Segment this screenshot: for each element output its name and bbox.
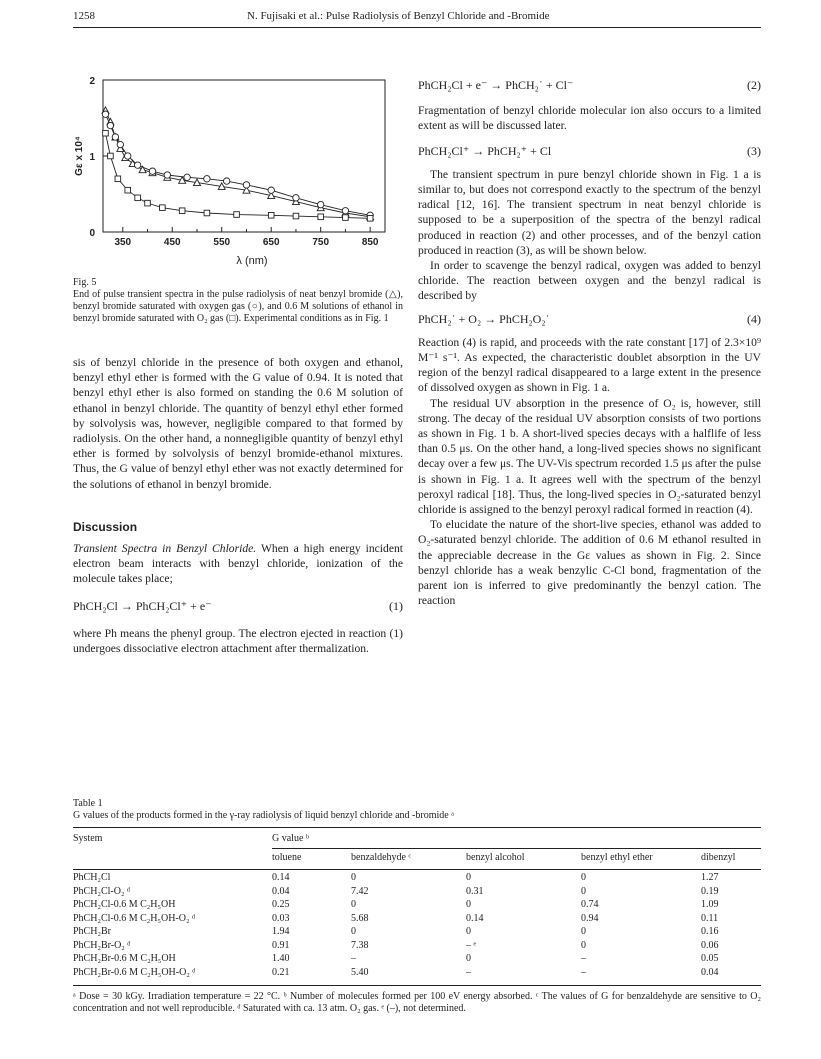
value-cell: 7.38 [351,939,369,951]
square-point [204,210,210,216]
value-cell: 0.05 [701,953,719,964]
table-row [73,940,761,954]
value-cell: 0.16 [701,926,719,937]
column-header: toluene [272,852,302,863]
circle-point [149,168,155,174]
right-paragraph-6: To elucidate the nature of the short-live species, ethanol was added to O₂-saturated benzyl chloride. The addition of 0.6 M ethanol resulted in the appreciable decrease in the Gε values as shown in Fig. 2. Since benzyl chloride has a weak benzylic C-Cl bond, fragmentation of the parent ion is inferred to give predominantly the benzyl cation. The reaction [418,518,761,608]
table-row [73,926,761,940]
x-tick-label: 350 [114,237,132,248]
left-paragraph-1: sis of benzyl chloride in the presence of both oxygen and ethanol, benzyl ethyl ether is formed with the G value of 0.94. It is noted that benzyl ethyl ether is also formed on standing the 0.6 M solution of ethanol in benzyl chloride. The quantity of benzyl ethyl ether formed by solvolysis was, however, negligible compared to that formed by radiolysis. On the other hand, a nonnegligible quantity of benzyl ethyl ether is formed by solvolysis of benzyl bromide-ethanol mixtures. Thus, the G value of benzyl ethyl ether was not exactly determined for the solutions of ethanol in benzyl bromide. [73,356,403,491]
value-cell: 0.11 [701,912,719,924]
value-cell: 1.40 [272,953,290,964]
left-paragraph-2: When a high energy incident electron beam interacts with benzyl chloride, ionization of the molecule takes place; [73,542,403,586]
right-paragraph-1: Fragmentation of benzyl chloride molecular ion also occurs to a limited extent as will be discussed later. [418,104,761,133]
column-header: dibenzyl [701,852,736,863]
equation-1 [73,599,403,614]
equation-4-text: PhCH₂˙ + O₂ → PhCH₂O₂˙ [418,311,550,326]
equation-4 [418,312,761,327]
chart-svg [73,72,403,272]
table-body [73,852,761,980]
value-cell: 0 [581,885,586,897]
value-cell: 0.03 [272,912,290,924]
value-cell: – [351,953,356,964]
y-tick-label: 0 [89,228,95,239]
square-point [293,213,299,219]
square-point [179,208,185,214]
right-paragraph-5: The residual UV absorption in the presence of O₂ is, however, still strong. The decay of the residual UV absorption consists of two portions as shown in Fig. 1 b. A short-lived species decays with a halflife of less than 0.5 μs. On the other hand, a long-lived species shows no significant decay over a few μs. The UV-Vis spectrum recorded 1.5 μs after the pulse is shown in Fig. 1 a. It agrees well with the spectrum of the benzyl peroxyl radical [18]. Thus, the long-lived species in O₂-saturated benzyl chloride is assigned to the benzyl peroxyl radical formed in reaction (4). [418,396,761,517]
right-paragraph-2: The transient spectrum in pure benzyl chloride shown in Fig. 1 a is similar to, but does not correspond exactly to the spectrum of the benzyl radical [12, 16]. The transient spectrum in neat benzyl chloride is supposed to be a superposition of the spectra of the benzyl radical produced in reaction (2) and other processes, and of the benzyl cation produced in reaction (3), as will be shown below. [418,167,761,257]
equation-1-number: (1) [389,598,403,613]
system-cell: PhCH₂Br-O₂ ᵈ [73,939,131,951]
value-cell: 0.74 [581,899,599,910]
value-cell: 5.68 [351,912,369,924]
equation-2-text: PhCH₂Cl + e⁻ → PhCH₂˙ + Cl⁻ [418,78,574,92]
value-cell: 0 [581,939,586,951]
value-cell: – ᵉ [466,939,477,951]
circle-point [184,174,190,180]
equation-3-text: PhCH₂Cl⁺ → PhCH₂⁺ + Cl [418,143,552,158]
square-point [160,205,166,211]
table-title: G values of the products formed in the γ-ray radiolysis of liquid benzyl chloride and -bromide ᵃ [73,810,454,821]
table-row [73,886,761,900]
square-point [108,153,114,159]
square-point [234,212,240,218]
circle-point [117,141,123,147]
running-title: N. Fujisaki et al.: Pulse Radiolysis of Benzyl Chloride and -Bromide [247,10,550,22]
circle-point [204,176,210,182]
value-cell: 0.06 [701,939,719,951]
column-header: benzyl ethyl ether [581,852,653,863]
equation-2 [418,78,761,93]
value-cell: – [466,966,471,978]
value-cell: 5.40 [351,966,369,978]
x-tick-label: 550 [213,237,231,248]
table-row [73,872,761,886]
circle-point [243,182,249,188]
value-cell: 0 [466,899,471,910]
table-gvalue-header: G value ᵇ [272,833,309,844]
right-column [418,78,761,609]
table-row [73,953,761,967]
system-cell: PhCH₂Cl [73,872,111,883]
page-number: 1258 [73,10,95,22]
value-cell: – [581,966,586,978]
value-cell: 0.14 [466,912,484,924]
circle-point [223,178,229,184]
value-cell: 0 [581,926,586,937]
table-header-rule [73,869,761,870]
value-cell: 0 [466,953,471,964]
value-cell: 1.09 [701,899,719,910]
value-cell: 0.25 [272,899,290,910]
figure-5-chart [73,72,403,272]
system-cell: PhCH₂Cl-O₂ ᵈ [73,885,131,897]
x-tick-label: 450 [163,237,181,248]
square-point [145,200,151,206]
equation-1-text: PhCH₂Cl → PhCH₂Cl⁺ + e⁻ [73,598,212,613]
table-row [73,913,761,927]
table-group-rule [272,848,761,849]
value-cell: 0 [351,926,356,937]
value-cell: 0.04 [272,885,290,897]
value-cell: 0 [351,899,356,910]
header-rule [73,27,761,28]
circle-point [107,122,113,128]
circle-point [112,134,118,140]
table-system-header: System [73,833,103,844]
value-cell: 0.31 [466,885,484,897]
square-point [268,212,274,218]
square-point [125,187,131,193]
table-row [73,899,761,913]
y-axis-label: Gε x 10⁴ [74,136,85,176]
square-point [343,215,349,221]
square-point [115,176,121,182]
circle-point [125,153,131,159]
section-subheading: Transient Spectra in Benzyl Chloride. [73,542,257,556]
equation-3 [418,144,761,159]
square-point [103,130,109,136]
x-axis-label: λ (nm) [236,255,268,267]
column-header: benzyl alcohol [466,852,525,863]
equation-2-number: (2) [747,78,761,92]
g-value-table [73,852,761,980]
column-header: benzaldehyde ᶜ [351,852,412,863]
table-footnote: ᵃ Dose = 30 kGy. Irradiation temperature = 22 °C. ᵇ Number of molecules formed per 100 eV energy absorbed. ᶜ The values of G for benzaldehyde are sensitive to O₂ concentration and not well reproducible. ᵈ Saturated with ca. 13 atm. O₂ gas. ᵉ (–), not determined. [73,991,761,1014]
value-cell: 1.94 [272,926,290,937]
right-paragraph-4: Reaction (4) is rapid, and proceeds with the rate constant [17] of 2.3×10⁹ M⁻¹ s⁻¹. As expected, the characteristic doublet absorption in the UV region of the benzyl radical disappeared to a large extent in the presence of dissolved oxygen as shown in Fig. 1 a. [418,335,761,395]
equation-3-number: (3) [747,143,761,158]
figure-caption [73,277,403,325]
value-cell: 1.27 [701,872,719,883]
circle-point [342,208,348,214]
circle-point [317,201,323,207]
right-paragraph-3: In order to scavenge the benzyl radical, oxygen was added to benzyl chloride. The reaction between oxygen and the benzyl radical is described by [418,259,761,303]
x-tick-label: 650 [262,237,280,248]
x-tick-label: 850 [361,237,379,248]
system-cell: PhCH₂Cl-0.6 M C₂H₅OH-O₂ ᵈ [73,912,196,924]
square-point [367,216,373,222]
value-cell: 0.21 [272,966,290,978]
circle-point [102,111,108,117]
y-tick-label: 1 [89,152,95,163]
value-cell: 0.19 [701,885,719,897]
value-cell: – [581,953,586,964]
circle-point [134,162,140,168]
figure-label: Fig. 5 [73,277,97,288]
table-caption [73,798,761,822]
value-cell: 0 [351,872,356,883]
system-cell: PhCH₂Br-0.6 M C₂H₅OH [73,953,176,964]
y-tick-label: 2 [89,76,95,87]
equation-4-number: (4) [747,311,761,326]
left-column [73,355,403,656]
table-bottom-rule [73,985,761,986]
table-label: Table 1 [73,798,103,809]
circle-point [268,187,274,193]
value-cell: 0.94 [581,912,599,924]
system-cell: PhCH₂Cl-0.6 M C₂H₅OH [73,899,176,910]
value-cell: 0.91 [272,939,290,951]
discussion-heading: Discussion [73,519,138,534]
circle-point [164,172,170,178]
system-cell: PhCH₂Br [73,926,111,937]
left-paragraph-3: where Ph means the phenyl group. The electron ejected in reaction (1) undergoes dissociative electron attachment after thermalization. [73,626,403,656]
system-cell: PhCH₂Br-0.6 M C₂H₅OH-O₂ ᵈ [73,966,196,978]
table-top-rule [73,827,761,828]
value-cell: 0.04 [701,966,719,978]
value-cell: 0 [581,872,586,883]
table-row [73,967,761,981]
value-cell: 0 [466,872,471,883]
value-cell: 7.42 [351,885,369,897]
square-point [318,214,324,220]
square-point [135,195,141,201]
x-tick-label: 750 [312,237,330,248]
value-cell: 0.14 [272,872,290,883]
circle-point [293,195,299,201]
value-cell: 0 [466,926,471,937]
figure-caption-text: End of pulse transient spectra in the pulse radiolysis of neat benzyl bromide (△), benzyl bromide saturated with oxygen gas (○), and 0.6 M solutions of ethanol in benzyl bromide saturated with O₂ gas (□). Experimental conditions as in Fig. 1 [73,289,403,324]
